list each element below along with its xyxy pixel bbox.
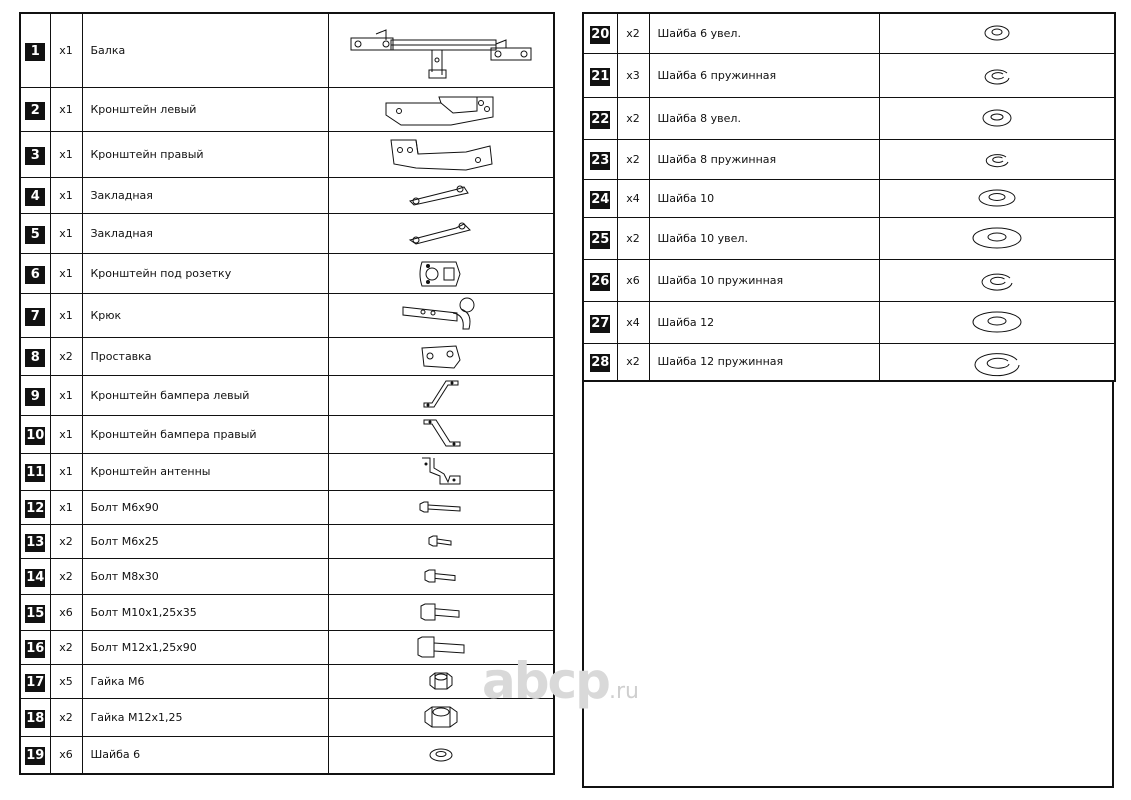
table-row bbox=[583, 13, 1115, 53]
spring-washer-icon bbox=[981, 148, 1013, 170]
item-name: Кронштейн антенны bbox=[82, 453, 328, 490]
item-quantity: x5 bbox=[50, 664, 82, 698]
table-row bbox=[583, 217, 1115, 259]
item-number: 15 bbox=[26, 605, 45, 621]
item-number: 11 bbox=[26, 465, 45, 480]
table-row bbox=[20, 13, 554, 87]
spring-washer-icon bbox=[970, 346, 1024, 378]
table-row bbox=[583, 179, 1115, 217]
item-drawing-cell bbox=[879, 53, 1115, 97]
item-number: 17 bbox=[26, 674, 45, 690]
item-drawing-cell bbox=[879, 97, 1115, 139]
item-quantity: x6 bbox=[50, 736, 82, 774]
item-name: Шайба 8 увел. bbox=[649, 97, 879, 139]
item-number-cell bbox=[583, 259, 617, 301]
item-number: 6 bbox=[25, 266, 45, 284]
item-number: 20 bbox=[591, 26, 610, 42]
item-name: Болт М12х1,25х90 bbox=[82, 630, 328, 664]
item-name: Закладная bbox=[82, 177, 328, 213]
item-number: 25 bbox=[591, 231, 610, 247]
nut-icon bbox=[421, 702, 461, 732]
bolt-icon bbox=[417, 598, 465, 626]
table-row bbox=[20, 177, 554, 213]
item-name: Болт М10х1,25х35 bbox=[82, 594, 328, 630]
table-row bbox=[20, 594, 554, 630]
item-name: Балка bbox=[82, 13, 328, 87]
right-bracket-icon bbox=[386, 134, 496, 174]
bumper-bracket-right-icon bbox=[416, 416, 466, 452]
item-name: Закладная bbox=[82, 213, 328, 253]
item-name: Крюк bbox=[82, 293, 328, 337]
table-row bbox=[20, 293, 554, 337]
item-number-cell bbox=[20, 177, 50, 213]
item-number-cell bbox=[20, 664, 50, 698]
item-name: Кронштейн правый bbox=[82, 131, 328, 177]
spring-washer-icon bbox=[980, 63, 1014, 87]
item-quantity: x2 bbox=[50, 698, 82, 736]
item-number: 10 bbox=[26, 427, 45, 443]
item-name: Шайба 8 пружинная bbox=[649, 139, 879, 179]
item-drawing-cell bbox=[879, 139, 1115, 179]
item-drawing-cell bbox=[328, 736, 554, 774]
item-drawing-cell bbox=[879, 179, 1115, 217]
item-drawing-cell bbox=[328, 524, 554, 558]
table-row bbox=[20, 453, 554, 490]
item-drawing-cell bbox=[328, 337, 554, 375]
beam-icon bbox=[346, 20, 536, 80]
item-number: 26 bbox=[591, 273, 610, 289]
washer-icon bbox=[426, 745, 456, 765]
item-number: 19 bbox=[26, 748, 45, 764]
spacer-icon bbox=[416, 340, 466, 372]
watermark-tld: .ru bbox=[608, 679, 639, 704]
item-name: Шайба 10 увел. bbox=[649, 217, 879, 259]
bolt-icon bbox=[425, 527, 457, 555]
item-name: Шайба 6 bbox=[82, 736, 328, 774]
washer-icon bbox=[968, 223, 1026, 253]
left-parts-table bbox=[19, 12, 555, 775]
item-drawing-cell bbox=[328, 253, 554, 293]
socket-bracket-icon bbox=[416, 256, 466, 290]
item-quantity: x2 bbox=[50, 558, 82, 594]
bumper-bracket-left-icon bbox=[416, 377, 466, 413]
table-row bbox=[583, 53, 1115, 97]
item-number-cell bbox=[583, 217, 617, 259]
item-quantity: x1 bbox=[50, 87, 82, 131]
item-quantity: x1 bbox=[50, 253, 82, 293]
left-bracket-icon bbox=[381, 89, 501, 129]
item-number: 7 bbox=[25, 308, 45, 326]
item-number-cell bbox=[20, 736, 50, 774]
item-quantity: x2 bbox=[50, 337, 82, 375]
item-number-cell bbox=[20, 13, 50, 87]
antenna-bracket-icon bbox=[416, 454, 466, 490]
item-name: Шайба 6 увел. bbox=[649, 13, 879, 53]
item-quantity: x2 bbox=[617, 343, 649, 381]
item-drawing-cell bbox=[328, 453, 554, 490]
item-name: Болт М8х30 bbox=[82, 558, 328, 594]
table-row bbox=[20, 375, 554, 415]
item-quantity: x2 bbox=[617, 217, 649, 259]
item-drawing-cell bbox=[328, 594, 554, 630]
table-row bbox=[20, 630, 554, 664]
item-number-cell bbox=[20, 594, 50, 630]
washer-icon bbox=[978, 105, 1016, 131]
item-number: 1 bbox=[25, 43, 45, 61]
item-drawing-cell bbox=[328, 131, 554, 177]
item-drawing-cell bbox=[879, 343, 1115, 381]
item-number: 14 bbox=[26, 569, 45, 585]
washer-icon bbox=[974, 185, 1020, 211]
item-name: Проставка bbox=[82, 337, 328, 375]
item-number: 28 bbox=[591, 355, 610, 371]
item-number: 16 bbox=[26, 640, 45, 656]
item-number-cell bbox=[583, 53, 617, 97]
item-quantity: x1 bbox=[50, 177, 82, 213]
item-number: 13 bbox=[26, 534, 45, 550]
item-drawing-cell bbox=[328, 490, 554, 524]
spring-washer-icon bbox=[977, 267, 1017, 293]
item-quantity: x4 bbox=[617, 301, 649, 343]
item-number: 3 bbox=[25, 147, 45, 165]
table-row bbox=[20, 337, 554, 375]
item-number-cell bbox=[20, 698, 50, 736]
item-number-cell bbox=[20, 87, 50, 131]
item-quantity: x1 bbox=[50, 13, 82, 87]
table-row bbox=[20, 87, 554, 131]
bolt-icon bbox=[414, 633, 468, 661]
item-drawing-cell bbox=[328, 13, 554, 87]
item-number: 9 bbox=[25, 388, 45, 406]
nut-icon bbox=[426, 669, 456, 693]
item-name: Гайка М12х1,25 bbox=[82, 698, 328, 736]
item-number-cell bbox=[583, 97, 617, 139]
item-number: 4 bbox=[25, 188, 45, 206]
item-quantity: x1 bbox=[50, 453, 82, 490]
item-name: Шайба 6 пружинная bbox=[649, 53, 879, 97]
item-name: Шайба 12 пружинная bbox=[649, 343, 879, 381]
embed-plate-icon bbox=[406, 218, 476, 248]
item-name: Шайба 12 bbox=[649, 301, 879, 343]
item-quantity: x6 bbox=[50, 594, 82, 630]
item-quantity: x2 bbox=[617, 139, 649, 179]
table-row bbox=[20, 253, 554, 293]
table-row bbox=[583, 301, 1115, 343]
item-quantity: x2 bbox=[50, 630, 82, 664]
item-drawing-cell bbox=[879, 259, 1115, 301]
item-drawing-cell bbox=[328, 213, 554, 253]
item-number-cell bbox=[583, 13, 617, 53]
item-name: Шайба 10 пружинная bbox=[649, 259, 879, 301]
item-name: Гайка М6 bbox=[82, 664, 328, 698]
item-quantity: x2 bbox=[617, 13, 649, 53]
table-row bbox=[20, 213, 554, 253]
item-number-cell bbox=[583, 139, 617, 179]
item-drawing-cell bbox=[879, 217, 1115, 259]
item-quantity: x1 bbox=[50, 415, 82, 453]
item-quantity: x6 bbox=[617, 259, 649, 301]
item-number-cell bbox=[20, 630, 50, 664]
item-number-cell bbox=[20, 415, 50, 453]
item-drawing-cell bbox=[879, 13, 1115, 53]
item-number: 21 bbox=[591, 68, 610, 84]
item-number-cell bbox=[20, 490, 50, 524]
item-number-cell bbox=[583, 343, 617, 381]
item-number-cell bbox=[20, 293, 50, 337]
item-quantity: x2 bbox=[50, 524, 82, 558]
item-number-cell bbox=[20, 253, 50, 293]
table-row bbox=[20, 415, 554, 453]
item-quantity: x3 bbox=[617, 53, 649, 97]
item-name: Кронштейн бампера правый bbox=[82, 415, 328, 453]
item-number-cell bbox=[20, 524, 50, 558]
item-quantity: x1 bbox=[50, 131, 82, 177]
table-row bbox=[583, 259, 1115, 301]
item-name: Шайба 10 bbox=[649, 179, 879, 217]
item-number: 23 bbox=[591, 152, 610, 168]
item-name: Болт М6х90 bbox=[82, 490, 328, 524]
washer-icon bbox=[980, 21, 1014, 45]
item-quantity: x1 bbox=[50, 213, 82, 253]
item-drawing-cell bbox=[879, 301, 1115, 343]
item-number: 5 bbox=[25, 226, 45, 244]
table-row bbox=[20, 558, 554, 594]
item-quantity: x4 bbox=[617, 179, 649, 217]
item-quantity: x1 bbox=[50, 490, 82, 524]
table-row bbox=[20, 131, 554, 177]
table-row bbox=[20, 524, 554, 558]
washer-icon bbox=[968, 307, 1026, 337]
table-row bbox=[20, 698, 554, 736]
item-number: 8 bbox=[25, 349, 45, 367]
bolt-icon bbox=[421, 562, 461, 590]
item-number: 22 bbox=[591, 111, 610, 127]
item-drawing-cell bbox=[328, 293, 554, 337]
table-row bbox=[20, 736, 554, 774]
item-number-cell bbox=[20, 337, 50, 375]
right-parts-table bbox=[582, 12, 1116, 382]
table-row bbox=[20, 490, 554, 524]
item-number: 2 bbox=[25, 102, 45, 120]
item-quantity: x2 bbox=[617, 97, 649, 139]
item-number-cell bbox=[20, 131, 50, 177]
table-row bbox=[583, 97, 1115, 139]
item-number: 12 bbox=[26, 500, 45, 516]
item-number-cell bbox=[583, 179, 617, 217]
item-name: Кронштейн бампера левый bbox=[82, 375, 328, 415]
item-number-cell bbox=[20, 558, 50, 594]
hook-icon bbox=[399, 295, 483, 335]
item-number-cell bbox=[20, 453, 50, 490]
item-drawing-cell bbox=[328, 415, 554, 453]
watermark-brand: abcp bbox=[482, 652, 609, 710]
item-quantity: x1 bbox=[50, 375, 82, 415]
item-drawing-cell bbox=[328, 375, 554, 415]
item-drawing-cell bbox=[328, 87, 554, 131]
item-name: Кронштейн под розетку bbox=[82, 253, 328, 293]
bolt-icon bbox=[416, 493, 466, 521]
embed-plate-icon bbox=[406, 181, 476, 209]
table-row bbox=[20, 664, 554, 698]
item-number-cell bbox=[583, 301, 617, 343]
item-drawing-cell bbox=[328, 177, 554, 213]
item-name: Болт М6х25 bbox=[82, 524, 328, 558]
item-drawing-cell bbox=[328, 558, 554, 594]
item-number-cell bbox=[20, 213, 50, 253]
right-empty-area bbox=[582, 382, 1114, 788]
item-number: 24 bbox=[591, 191, 610, 207]
item-number: 18 bbox=[26, 710, 45, 726]
watermark bbox=[482, 652, 639, 710]
item-quantity: x1 bbox=[50, 293, 82, 337]
table-row bbox=[583, 139, 1115, 179]
item-number-cell bbox=[20, 375, 50, 415]
item-number: 27 bbox=[591, 315, 610, 331]
table-row bbox=[583, 343, 1115, 381]
item-name: Кронштейн левый bbox=[82, 87, 328, 131]
